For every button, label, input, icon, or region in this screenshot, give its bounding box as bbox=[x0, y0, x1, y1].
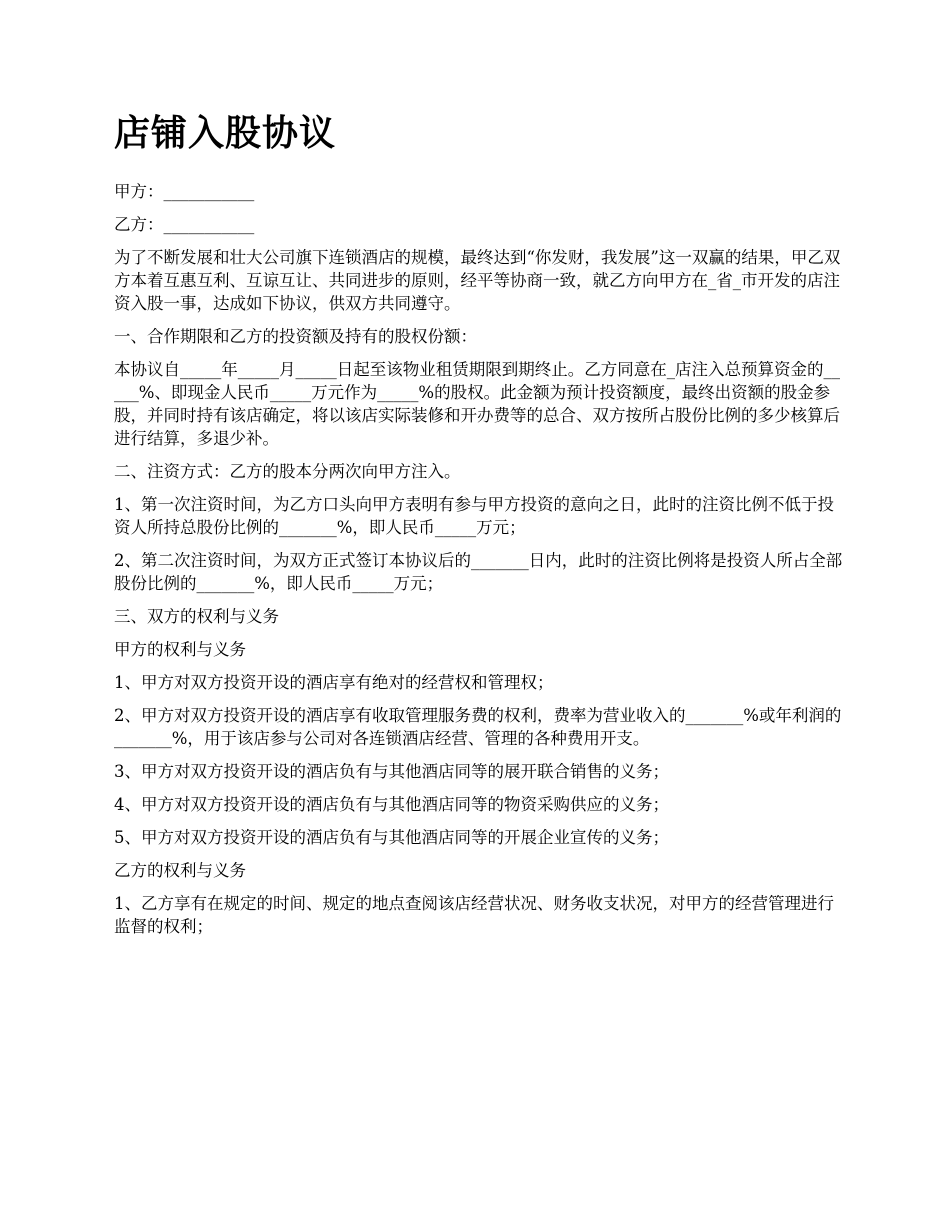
section-1-body: 本协议自_____年_____月_____日起至该物业租赁期限到期终止。乙方同意在_店注入总预算资金的_____%、即现金人民币_____万元作为_____%的股权。此金额为预计投资额度，最终出资额的股金参股，并同时持有该店确定，将以该店实际装修和开办费等的总合、双方按所占股份比例的多少核算后进行结算，多退少补。 bbox=[114, 360, 840, 448]
party-b-right-1: 1、乙方享有在规定的时间、规定的地点查阅该店经营状况、财务收支状况，对甲方的经营管理进行监督的权利； bbox=[114, 894, 834, 936]
party-a-rights-heading: 甲方的权利与义务 bbox=[114, 640, 246, 659]
party-a-right-2: 2、甲方对双方投资开设的酒店享有收取管理服务费的权利，费率为营业收入的_______%或年利润的_______%，用于该店参与公司对各连锁酒店经营、管理的各种费用开支。 bbox=[114, 706, 842, 748]
document-title: 店铺入股协议 bbox=[114, 113, 337, 154]
party-a-right-3: 3、甲方对双方投资开设的酒店负有与其他酒店同等的展开联合销售的义务； bbox=[114, 762, 669, 781]
party-a-right-1: 1、甲方对双方投资开设的酒店享有绝对的经营权和管理权； bbox=[114, 673, 554, 692]
section-2-heading: 二、注资方式：乙方的股本分两次向甲方注入。 bbox=[114, 462, 461, 481]
section-2-item-1: 1、第一次注资时间，为乙方口头向甲方表明有参与甲方投资的意向之日，此时的注资比例不低于投资人所持总股份比例的_______%，即人民币_____万元； bbox=[114, 495, 834, 537]
party-a-right-5: 5、甲方对双方投资开设的酒店负有与其他酒店同等的开展企业宣传的义务； bbox=[114, 828, 669, 847]
section-2-item-2: 2、第二次注资时间，为双方正式签订本协议后的_______日内，此时的注资比例将是投资人所占全部股份比例的_______%，即人民币_____万元； bbox=[114, 551, 843, 593]
party-a-right-4: 4、甲方对双方投资开设的酒店负有与其他酒店同等的物资采购供应的义务； bbox=[114, 795, 669, 814]
document-page bbox=[114, 108, 844, 948]
section-3-heading: 三、双方的权利与义务 bbox=[114, 607, 279, 626]
preamble-paragraph: 为了不断发展和壮大公司旗下连锁酒店的规模，最终达到“你发财，我发展”这一双赢的结果，甲乙双方本着互惠互利、互谅互让、共同进步的原则，经平等协商一致，就乙方向甲方在_省_市开发的店注资入股一事，达成如下协议，供双方共同遵守。 bbox=[114, 248, 841, 313]
section-1-heading: 一、合作期限和乙方的投资额及持有的股权份额： bbox=[114, 327, 477, 346]
party-b-rights-heading: 乙方的权利与义务 bbox=[114, 861, 246, 880]
party-b-line: 乙方：___________ bbox=[114, 215, 255, 234]
party-a-line: 甲方：___________ bbox=[114, 182, 255, 201]
